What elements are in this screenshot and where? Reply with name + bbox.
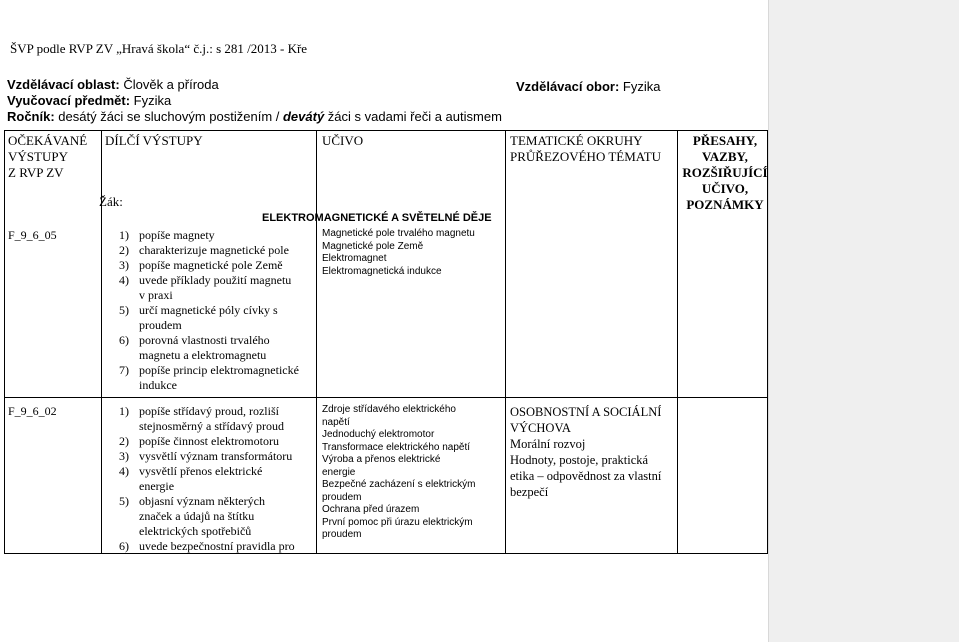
predmet-value: Fyzika: [130, 93, 172, 108]
list-item: 4) uvede příklady použití magnetu v praxi: [119, 273, 292, 302]
list-item: 4) vysvětlí přenos elektrické energie: [119, 464, 263, 493]
section-title: ELEKTROMAGNETICKÉ A SVĚTELNÉ DĚJE: [262, 212, 492, 224]
rocnik-value-2: žáci s vadami řeči a autismem: [324, 109, 502, 124]
row-code: F_9_6_02: [8, 404, 57, 418]
obor-line: [516, 79, 660, 94]
curriculum-table: [4, 130, 768, 554]
oblast-value: Člověk a příroda: [119, 77, 219, 92]
header-tematicke-okruhy: TEMATICKÉ OKRUHY PRŮŘEZOVÉHO TÉMATU: [510, 133, 662, 164]
predmet-line: [7, 93, 767, 109]
col-divider: [316, 131, 317, 553]
list-item: 6) porovná vlastnosti trvalého magnetu a elektromagnetu: [119, 333, 270, 362]
header-dilci-vystupy: DÍLČÍ VÝSTUPY: [105, 133, 203, 148]
obor-label: Vzdělávací obor:: [516, 79, 620, 94]
ucivo-list: Magnetické pole trvalého magnetu Magnetické pole Země Elektromagnet Elektromagnetická indukce: [322, 228, 475, 277]
row-code: F_9_6_05: [8, 228, 57, 242]
tematicke-okruhy-list: OSOBNOSTNÍ A SOCIÁLNÍ VÝCHOVA Morální rozvoj Hodnoty, postoje, praktická etika – odpovědnost za vlastní bezpečí: [510, 405, 662, 499]
list-item: 2) popíše činnost elektromotoru: [119, 434, 279, 448]
rocnik-value-bold: devátý: [282, 109, 325, 124]
list-item: 2) charakterizuje magnetické pole: [119, 243, 289, 257]
list-item: 3) popíše magnetické pole Země: [119, 258, 283, 272]
header-ucivo: UČIVO: [322, 133, 364, 148]
col-divider: [677, 131, 678, 553]
rocnik-value-1: desátý žáci se sluchovým postižením /: [54, 109, 283, 124]
rocnik-label: Ročník:: [7, 109, 55, 124]
list-item: 1) popíše magnety: [119, 228, 215, 242]
oblast-label: Vzdělávací oblast:: [7, 77, 120, 92]
dilci-vystupy-list: [119, 228, 315, 393]
document-header: ŠVP podle RVP ZV „Hravá škola“ č.j.: s 281 /2013 - Kře: [10, 41, 308, 56]
list-item: 1) popíše střídavý proud, rozliší stejnosměrný a střídavý proud: [119, 404, 284, 433]
list-item: 7) popíše princip elektromagnetické indukce: [119, 363, 299, 392]
col-divider: [505, 131, 506, 553]
list-item: 5) objasní význam některých značek a údajů na štítku elektrických spotřebičů: [119, 494, 265, 538]
rocnik-line: [7, 109, 767, 125]
row-divider: [5, 397, 767, 398]
obor-value: Fyzika: [619, 79, 661, 94]
list-item: 6) uvede bezpečnostní pravidla pro: [119, 539, 295, 553]
zak-label: Žák:: [99, 194, 123, 209]
list-item: 3) vysvětlí význam transformátoru: [119, 449, 293, 463]
header-presahy: PŘESAHY, VAZBY, ROZŠIŘUJÍCÍ UČIVO, POZNÁMKY: [682, 133, 768, 212]
comment-margin-panel: [768, 0, 959, 642]
ucivo-list: Zdroje střídavého elektrického napětí Jednoduchý elektromotor Transformace elektrického napětí Výroba a přenos elektrické energie Bezpečné zacházení s elektrickým proudem Ochrana před úrazem První pomoc při úrazu elektrickým proudem: [322, 404, 476, 540]
predmet-label: Vyučovací předmět:: [7, 93, 131, 108]
header-ocekavane-vystupy: OČEKÁVANÉ VÝSTUPY Z RVP ZV: [8, 133, 88, 180]
dilci-vystupy-list: [119, 404, 315, 554]
list-item: 5) určí magnetické póly cívky s proudem: [119, 303, 278, 332]
